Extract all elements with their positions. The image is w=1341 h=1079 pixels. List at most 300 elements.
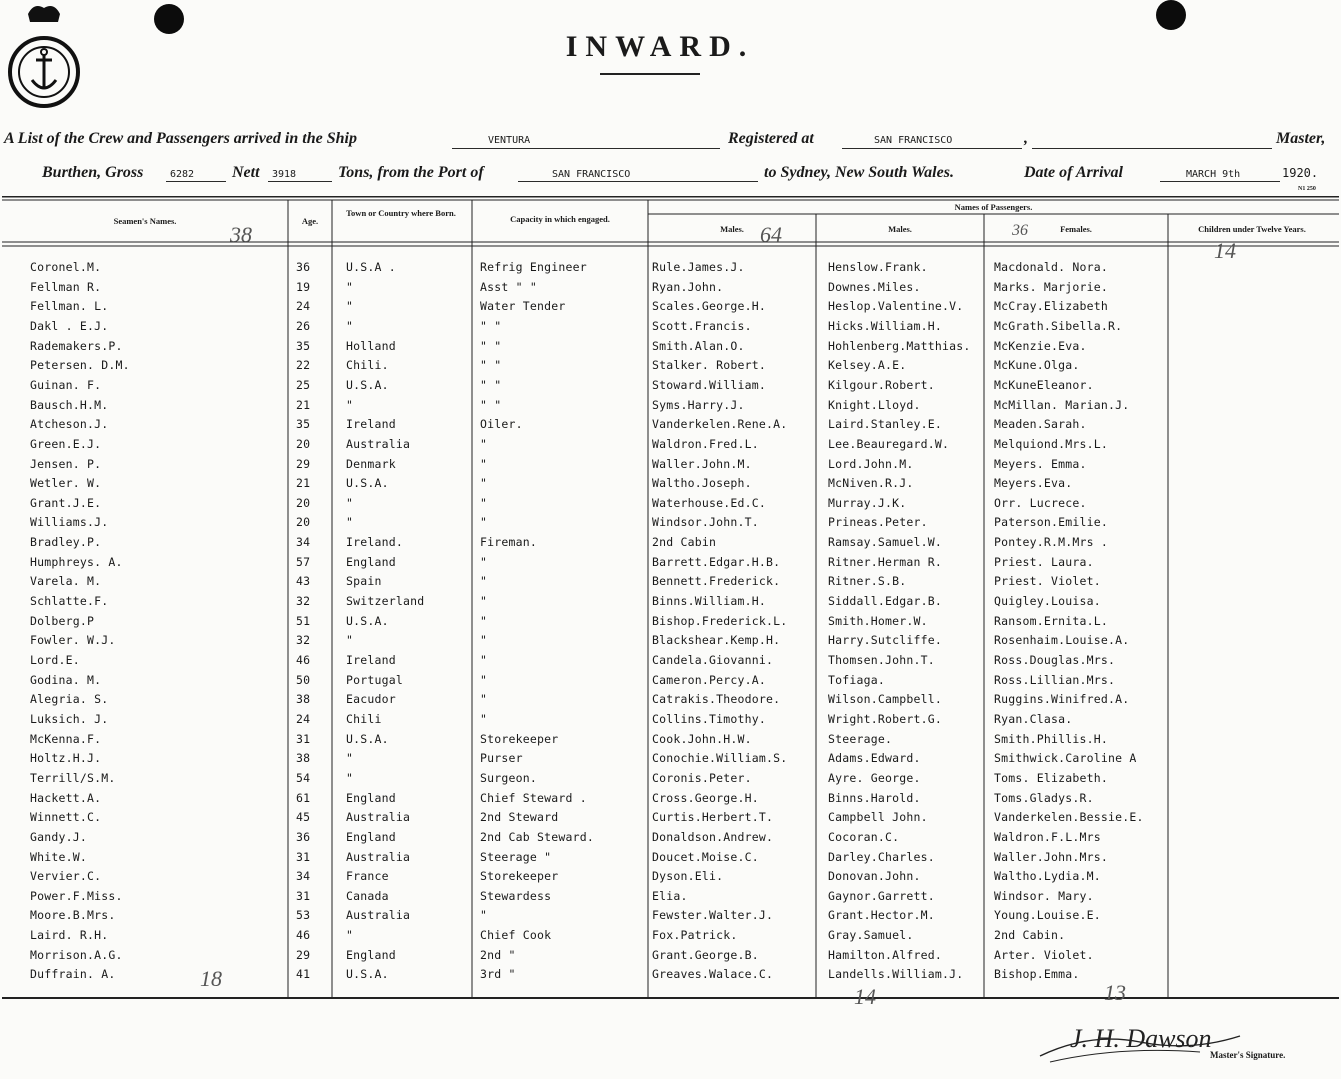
passenger-male: Campbell John. bbox=[828, 810, 928, 825]
passenger-female: Arter. Violet. bbox=[994, 947, 1094, 962]
crew-capacity: Stewardess bbox=[480, 888, 552, 903]
crew-birthplace: Australia bbox=[346, 849, 411, 864]
passenger-male: Scales.George.H. bbox=[652, 299, 766, 314]
nett-label: Nett bbox=[232, 164, 260, 181]
arrival-label: Date of Arrival bbox=[1024, 164, 1123, 181]
passenger-male: Smith.Alan.O. bbox=[652, 338, 745, 353]
passenger-male: Laird.Stanley.E. bbox=[828, 417, 942, 432]
crew-birthplace: " bbox=[346, 928, 354, 943]
crew-capacity: Oiler. bbox=[480, 417, 523, 432]
crew-age: 31 bbox=[296, 731, 311, 746]
crew-name: Dakl . E.J. bbox=[30, 318, 109, 333]
passenger-male: Hamilton.Alfred. bbox=[828, 947, 942, 962]
crew-birthplace: Australia bbox=[346, 436, 411, 451]
passenger-male: Windsor.John.T. bbox=[652, 515, 759, 530]
master-label: Master, bbox=[1276, 130, 1326, 147]
crew-age: 53 bbox=[296, 908, 311, 923]
passenger-female: Quigley.Louisa. bbox=[994, 594, 1101, 609]
crew-capacity: " bbox=[480, 692, 488, 707]
crew-name: Fellman R. bbox=[30, 279, 102, 294]
header-line1-prefix: A List of the Crew and Passengers arrived in the Ship bbox=[4, 130, 357, 147]
crew-birthplace: Ireland bbox=[346, 417, 396, 432]
crew-age: 34 bbox=[296, 869, 311, 884]
crew-capacity: " bbox=[480, 495, 488, 510]
gross-tons: 6282 bbox=[170, 169, 195, 180]
crew-name: Fowler. W.J. bbox=[30, 633, 116, 648]
crew-name: Power.F.Miss. bbox=[30, 888, 123, 903]
crew-capacity: " bbox=[480, 574, 488, 589]
crew-capacity: " bbox=[480, 476, 488, 491]
passenger-female: Macdonald. Nora. bbox=[994, 260, 1108, 274]
crew-age: 51 bbox=[296, 613, 311, 628]
ship-name: VENTURA bbox=[488, 135, 531, 146]
crew-age: 41 bbox=[296, 967, 311, 982]
crew-name: Williams.J. bbox=[30, 515, 109, 530]
ship-underline bbox=[452, 148, 720, 149]
passenger-male: Siddall.Edgar.B. bbox=[828, 594, 942, 609]
passenger-female: Melquiond.Mrs.L. bbox=[994, 436, 1108, 451]
passenger-male: Candela.Giovanni. bbox=[652, 653, 774, 667]
crew-birthplace: " bbox=[346, 279, 354, 294]
crew-name: Luksich. J. bbox=[30, 711, 109, 726]
passenger-male: Darley.Charles. bbox=[828, 849, 935, 864]
registered-label: Registered at bbox=[728, 130, 814, 147]
crew-capacity: Refrig Engineer bbox=[480, 260, 587, 274]
crew-capacity: " bbox=[480, 653, 488, 667]
crew-birthplace: Spain bbox=[346, 574, 382, 589]
crew-birthplace: Australia bbox=[346, 908, 411, 923]
passenger-male: Lee.Beauregard.W. bbox=[828, 436, 950, 451]
crew-name: Laird. R.H. bbox=[30, 928, 109, 943]
crew-age: 24 bbox=[296, 299, 311, 314]
crew-birthplace: U.S.A. bbox=[346, 613, 389, 628]
crew-age: 24 bbox=[296, 711, 311, 726]
crew-capacity: " bbox=[480, 456, 488, 471]
passenger-male: Steerage. bbox=[828, 731, 893, 746]
crew-name: Coronel.M. bbox=[30, 260, 102, 274]
col-seamen-names: Seamen's Names. bbox=[113, 216, 177, 226]
passenger-female: Meyers. Emma. bbox=[994, 456, 1087, 471]
crew-age: 45 bbox=[296, 810, 311, 825]
passenger-male: Catrakis.Theodore. bbox=[652, 692, 781, 707]
crew-birthplace: " bbox=[346, 751, 354, 766]
passenger-male: McNiven.R.J. bbox=[828, 476, 914, 491]
crew-name: Fellman. L. bbox=[30, 299, 109, 314]
registered-underline bbox=[842, 148, 1022, 149]
passenger-female: Vanderkelen.Bessie.E. bbox=[994, 810, 1144, 825]
crew-name: Vervier.C. bbox=[30, 869, 102, 884]
crew-age: 20 bbox=[296, 515, 311, 530]
crew-age: 29 bbox=[296, 947, 311, 962]
passenger-male: Waller.John.M. bbox=[652, 456, 752, 471]
passenger-male: Doucet.Moise.C. bbox=[652, 849, 759, 864]
crew-birthplace: England bbox=[346, 554, 396, 569]
crew-age: 34 bbox=[296, 535, 311, 550]
arrival-year: 1920. bbox=[1282, 166, 1319, 180]
passenger-male: Heslop.Valentine.V. bbox=[828, 299, 964, 314]
passenger-female: Toms. Elizabeth. bbox=[994, 770, 1108, 785]
passenger-male: Smith.Homer.W. bbox=[828, 613, 928, 628]
crew-capacity: Surgeon. bbox=[480, 770, 537, 785]
passenger-male: Binns.William.H. bbox=[652, 594, 766, 609]
crew-birthplace: England bbox=[346, 829, 396, 844]
crew-capacity: Steerage " bbox=[480, 849, 552, 864]
passenger-male: Barrett.Edgar.H.B. bbox=[652, 554, 781, 569]
crew-name: Winnett.C. bbox=[30, 810, 102, 825]
passenger-female: Waldron.F.L.Mrs bbox=[994, 829, 1101, 844]
passenger-male: Gray.Samuel. bbox=[828, 928, 914, 943]
passenger-female: Smith.Phillis.H. bbox=[994, 731, 1108, 746]
master-underline bbox=[1032, 148, 1272, 149]
passenger-male: Downes.Miles. bbox=[828, 279, 921, 294]
passenger-male: Elia. bbox=[652, 888, 688, 903]
crew-age: 36 bbox=[296, 829, 311, 844]
arrival-date: MARCH 9th bbox=[1186, 169, 1241, 180]
from-port-underline bbox=[518, 181, 758, 182]
crew-birthplace: " bbox=[346, 397, 354, 412]
crew-name: Jensen. P. bbox=[30, 456, 102, 471]
bottom-note-b: 14 bbox=[854, 984, 876, 1009]
crew-age: 29 bbox=[296, 456, 311, 471]
passenger-male: Lord.John.M. bbox=[828, 456, 914, 471]
crew-birthplace: U.S.A. bbox=[346, 377, 389, 392]
passenger-female: Windsor. Mary. bbox=[994, 888, 1094, 903]
crew-age: 20 bbox=[296, 495, 311, 510]
crew-capacity: " bbox=[480, 633, 488, 648]
crew-age: 20 bbox=[296, 436, 311, 451]
bottom-note-c: 13 bbox=[1104, 980, 1126, 1005]
crew-birthplace: France bbox=[346, 869, 389, 884]
crew-birthplace: U.S.A. bbox=[346, 967, 389, 982]
passenger-male: Harry.Sutcliffe. bbox=[828, 633, 942, 648]
to-sydney-label: to Sydney, New South Wales. bbox=[764, 164, 954, 181]
crew-age: 38 bbox=[296, 692, 311, 707]
passenger-female: Ransom.Ernita.L. bbox=[994, 613, 1108, 628]
passenger-female: Pontey.R.M.Mrs . bbox=[994, 535, 1108, 550]
crew-birthplace: Denmark bbox=[346, 456, 396, 471]
crew-name: Morrison.A.G. bbox=[30, 947, 123, 962]
passenger-male: Grant.George.B. bbox=[652, 947, 759, 962]
crew-birthplace: Chili bbox=[346, 711, 382, 726]
crew-capacity: " " bbox=[480, 358, 502, 373]
passenger-male: Henslow.Frank. bbox=[828, 260, 928, 274]
passenger-male: Landells.William.J. bbox=[828, 967, 964, 982]
passenger-male: Gaynor.Garrett. bbox=[828, 888, 935, 903]
passenger-female: Waltho.Lydia.M. bbox=[994, 869, 1101, 884]
crew-capacity: Storekeeper bbox=[480, 731, 559, 746]
passenger-male: Wilson.Campbell. bbox=[828, 692, 942, 707]
crew-name: McKenna.F. bbox=[30, 731, 102, 746]
form-code: N1 250 bbox=[1298, 186, 1316, 192]
crew-capacity: " " bbox=[480, 397, 502, 412]
passenger-female: Ross.Douglas.Mrs. bbox=[994, 653, 1116, 667]
passenger-male: Curtis.Herbert.T. bbox=[652, 810, 774, 825]
passenger-male: Cross.George.H. bbox=[652, 790, 759, 805]
passenger-male: Donaldson.Andrew. bbox=[652, 829, 774, 844]
crew-age: 31 bbox=[296, 849, 311, 864]
passenger-male: Conochie.William.S. bbox=[652, 751, 788, 766]
master-signature: J. H. Dawson bbox=[1070, 1024, 1212, 1053]
passenger-male: Collins.Timothy. bbox=[652, 711, 766, 726]
signature-label: Master's Signature. bbox=[1210, 1050, 1286, 1060]
passenger-male: Dyson.Eli. bbox=[652, 869, 724, 884]
passenger-female: McKenzie.Eva. bbox=[994, 338, 1087, 353]
crew-age: 35 bbox=[296, 338, 311, 353]
crew-capacity: " bbox=[480, 594, 488, 609]
nett-underline bbox=[268, 181, 332, 182]
crew-capacity: Storekeeper bbox=[480, 869, 559, 884]
passenger-female: Ruggins.Winifred.A. bbox=[994, 692, 1130, 707]
crew-birthplace: England bbox=[346, 790, 396, 805]
title-rule bbox=[600, 73, 700, 75]
punch-hole-left bbox=[154, 4, 184, 34]
passenger-male: Waterhouse.Ed.C. bbox=[652, 495, 766, 510]
crew-name: Green.E.J. bbox=[30, 436, 102, 451]
crew-birthplace: " bbox=[346, 495, 354, 510]
crew-birthplace: Portugal bbox=[346, 672, 403, 687]
crew-name: Hackett.A. bbox=[30, 790, 102, 805]
shipping-master-seal bbox=[4, 0, 84, 120]
col-females: Females. bbox=[1060, 224, 1092, 234]
crew-age: 35 bbox=[296, 417, 311, 432]
passenger-male: Hicks.William.H. bbox=[828, 318, 942, 333]
crew-age: 61 bbox=[296, 790, 311, 805]
passenger-female: Smithwick.Caroline A bbox=[994, 751, 1137, 766]
passenger-female: Meyers.Eva. bbox=[994, 476, 1073, 491]
passenger-female: Meaden.Sarah. bbox=[994, 417, 1087, 432]
crew-capacity: " bbox=[480, 515, 488, 530]
passenger-male: Rule.James.J. bbox=[652, 260, 745, 274]
passenger-female: Ross.Lillian.Mrs. bbox=[994, 672, 1116, 687]
crew-capacity: " bbox=[480, 908, 488, 923]
passenger-female: McMillan. Marian.J. bbox=[994, 397, 1130, 412]
punch-hole-right bbox=[1156, 0, 1186, 30]
passenger-female: Priest. Laura. bbox=[994, 554, 1094, 569]
crew-name: Moore.B.Mrs. bbox=[30, 908, 116, 923]
passenger-female: McCray.Elizabeth bbox=[994, 299, 1108, 314]
nett-tons: 3918 bbox=[272, 169, 297, 180]
passenger-male: Ryan.John. bbox=[652, 279, 724, 294]
crew-name: Bradley.P. bbox=[30, 535, 102, 550]
crew-birthplace: Ireland. bbox=[346, 535, 403, 550]
page-title: INWARD. bbox=[565, 30, 755, 63]
crew-capacity: " bbox=[480, 436, 488, 451]
crew-capacity: " " bbox=[480, 338, 502, 353]
passenger-male: Cook.John.H.W. bbox=[652, 731, 752, 746]
col-passengers: Names of Passengers. bbox=[954, 202, 1033, 212]
passenger-male: Donovan.John. bbox=[828, 869, 921, 884]
col-capacity: Capacity in which engaged. bbox=[510, 214, 610, 224]
passenger-male: Waltho.Joseph. bbox=[652, 476, 752, 491]
crew-name: Wetler. W. bbox=[30, 476, 102, 491]
crew-capacity: " bbox=[480, 554, 488, 569]
crew-capacity: Fireman. bbox=[480, 535, 537, 550]
crew-name: Godina. M. bbox=[30, 672, 102, 687]
arrival-underline bbox=[1160, 181, 1280, 182]
passenger-female: Bishop.Emma. bbox=[994, 967, 1080, 982]
crew-name: Schlatte.F. bbox=[30, 594, 109, 609]
col-born: Town or Country where Born. bbox=[346, 208, 456, 218]
crew-birthplace: England bbox=[346, 947, 396, 962]
crew-capacity: 3rd " bbox=[480, 967, 516, 982]
crew-capacity: Chief Cook bbox=[480, 928, 552, 943]
passenger-male: Ritner.S.B. bbox=[828, 574, 907, 589]
males-count-note: 64 bbox=[760, 222, 782, 247]
passenger-male: Wright.Robert.G. bbox=[828, 711, 942, 726]
crew-age: 32 bbox=[296, 594, 311, 609]
passenger-male: Prineas.Peter. bbox=[828, 515, 928, 530]
from-port: SAN FRANCISCO bbox=[552, 169, 631, 180]
females-count-note: 36 bbox=[1012, 222, 1028, 239]
crew-name: Terrill/S.M. bbox=[30, 770, 116, 785]
crew-birthplace: Australia bbox=[346, 810, 411, 825]
crew-name: Rademakers.P. bbox=[30, 338, 123, 353]
crew-capacity: " bbox=[480, 711, 488, 726]
children-count-note: 14 bbox=[1214, 238, 1236, 263]
crew-capacity: Asst " " bbox=[480, 279, 537, 294]
passenger-male: Stalker. Robert. bbox=[652, 358, 766, 373]
passenger-male: Vanderkelen.Rene.A. bbox=[652, 417, 788, 432]
passenger-male: Hohlenberg.Matthias. bbox=[828, 338, 971, 353]
crew-name: Alegria. S. bbox=[30, 692, 109, 707]
crew-age: 19 bbox=[296, 279, 311, 294]
passenger-female: Waller.John.Mrs. bbox=[994, 849, 1108, 864]
passenger-male: Coronis.Peter. bbox=[652, 770, 752, 785]
registered-comma: , bbox=[1024, 130, 1028, 147]
crew-name: Petersen. D.M. bbox=[30, 358, 130, 373]
passenger-male: Murray.J.K. bbox=[828, 495, 907, 510]
passenger-male: Kilgour.Robert. bbox=[828, 377, 935, 392]
passenger-male: 2nd Cabin bbox=[652, 535, 717, 550]
crew-age: 25 bbox=[296, 377, 311, 392]
bottom-note-a: 18 bbox=[200, 966, 222, 991]
crew-birthplace: Eacudor bbox=[346, 692, 396, 707]
crew-age: 26 bbox=[296, 318, 311, 333]
crew-birthplace: Ireland bbox=[346, 653, 396, 667]
gross-underline bbox=[166, 181, 226, 182]
passenger-male: Adams.Edward. bbox=[828, 751, 921, 766]
crew-name: Guinan. F. bbox=[30, 377, 102, 392]
passenger-male: Cocoran.C. bbox=[828, 829, 900, 844]
crew-name: Grant.J.E. bbox=[30, 495, 102, 510]
crew-birthplace: " bbox=[346, 515, 354, 530]
passenger-male: Ayre. George. bbox=[828, 770, 921, 785]
crew-birthplace: " bbox=[346, 770, 354, 785]
crew-capacity: 2nd Steward bbox=[480, 810, 559, 825]
crew-capacity: " " bbox=[480, 318, 502, 333]
crew-name: Dolberg.P bbox=[30, 613, 95, 628]
registered-port: SAN FRANCISCO bbox=[874, 135, 953, 146]
crew-name: White.W. bbox=[30, 849, 87, 864]
col-males-1: Males. bbox=[720, 224, 744, 234]
passenger-female: McKuneEleanor. bbox=[994, 377, 1094, 392]
tons-from-label: Tons, from the Port of bbox=[338, 164, 484, 181]
crew-capacity: " bbox=[480, 672, 488, 687]
passenger-male: Bennett.Frederick. bbox=[652, 574, 781, 589]
col-children: Children under Twelve Years. bbox=[1198, 224, 1306, 234]
crew-birthplace: U.S.A. bbox=[346, 476, 389, 491]
crew-name: Duffrain. A. bbox=[30, 967, 116, 982]
crew-age: 57 bbox=[296, 554, 311, 569]
passenger-female: Marks. Marjorie. bbox=[994, 279, 1108, 294]
crew-birthplace: U.S.A . bbox=[346, 260, 396, 274]
passenger-female: Toms.Gladys.R. bbox=[994, 790, 1094, 805]
crew-capacity: Chief Steward . bbox=[480, 790, 587, 805]
passenger-female: Orr. Lucrece. bbox=[994, 495, 1087, 510]
crew-birthplace: " bbox=[346, 318, 354, 333]
crew-name: Gandy.J. bbox=[30, 829, 87, 844]
passenger-male: Cameron.Percy.A. bbox=[652, 672, 766, 687]
passenger-male: Tofiaga. bbox=[828, 672, 885, 687]
passenger-male: Greaves.Walace.C. bbox=[652, 967, 774, 982]
crew-birthplace: " bbox=[346, 633, 354, 648]
passenger-female: Rosenhaim.Louise.A. bbox=[994, 633, 1130, 648]
crew-age: 21 bbox=[296, 397, 311, 412]
crew-birthplace: U.S.A. bbox=[346, 731, 389, 746]
crew-name: Varela. M. bbox=[30, 574, 102, 589]
passenger-male: Fox.Patrick. bbox=[652, 928, 738, 943]
crew-age: 50 bbox=[296, 672, 311, 687]
col-males-2: Males. bbox=[888, 224, 912, 234]
crew-age: 21 bbox=[296, 476, 311, 491]
passenger-female: Paterson.Emilie. bbox=[994, 515, 1108, 530]
col-age: Age. bbox=[301, 216, 319, 226]
passenger-male: Knight.Lloyd. bbox=[828, 397, 921, 412]
passenger-male: Waldron.Fred.L. bbox=[652, 436, 759, 451]
crew-age: 31 bbox=[296, 888, 311, 903]
passenger-female: Ryan.Clasa. bbox=[994, 711, 1073, 726]
crew-capacity: " " bbox=[480, 377, 502, 392]
passenger-male: Stoward.William. bbox=[652, 377, 766, 392]
crew-age: 43 bbox=[296, 574, 311, 589]
crew-capacity: 2nd Cab Steward. bbox=[480, 829, 594, 844]
crew-birthplace: " bbox=[346, 299, 354, 314]
passenger-female: 2nd Cabin. bbox=[994, 928, 1066, 943]
crew-birthplace: Chili. bbox=[346, 358, 389, 373]
passenger-male: Ramsay.Samuel.W. bbox=[828, 535, 942, 550]
passenger-male: Binns.Harold. bbox=[828, 790, 921, 805]
crew-age: 22 bbox=[296, 358, 311, 373]
passenger-female: McKune.Olga. bbox=[994, 358, 1080, 373]
crew-capacity: " bbox=[480, 613, 488, 628]
passenger-male: Thomsen.John.T. bbox=[828, 653, 935, 667]
passenger-male: Kelsey.A.E. bbox=[828, 358, 907, 373]
crew-age: 46 bbox=[296, 928, 311, 943]
passenger-female: Priest. Violet. bbox=[994, 574, 1101, 589]
passenger-male: Fewster.Walter.J. bbox=[652, 908, 774, 923]
crew-birthplace: Holland bbox=[346, 338, 396, 353]
passenger-male: Bishop.Frederick.L. bbox=[652, 613, 788, 628]
passenger-male: Syms.Harry.J. bbox=[652, 397, 745, 412]
passenger-male: Scott.Francis. bbox=[652, 318, 752, 333]
crew-capacity: 2nd " bbox=[480, 947, 516, 962]
passenger-male: Grant.Hector.M. bbox=[828, 908, 935, 923]
crew-name: Holtz.H.J. bbox=[30, 751, 102, 766]
crew-age: 32 bbox=[296, 633, 311, 648]
crew-age: 38 bbox=[296, 751, 311, 766]
passenger-male: Blackshear.Kemp.H. bbox=[652, 633, 781, 648]
seamen-count-note: 38 bbox=[230, 222, 252, 247]
crew-name: Lord.E. bbox=[30, 653, 80, 667]
crew-age: 46 bbox=[296, 653, 311, 667]
burthen-label: Burthen, Gross bbox=[42, 164, 144, 181]
crew-birthplace: Switzerland bbox=[346, 594, 425, 609]
crew-name: Humphreys. A. bbox=[30, 554, 123, 569]
passenger-female: McGrath.Sibella.R. bbox=[994, 318, 1123, 333]
crew-age: 36 bbox=[296, 260, 311, 274]
crew-birthplace: Canada bbox=[346, 888, 389, 903]
crew-capacity: Purser bbox=[480, 751, 523, 766]
